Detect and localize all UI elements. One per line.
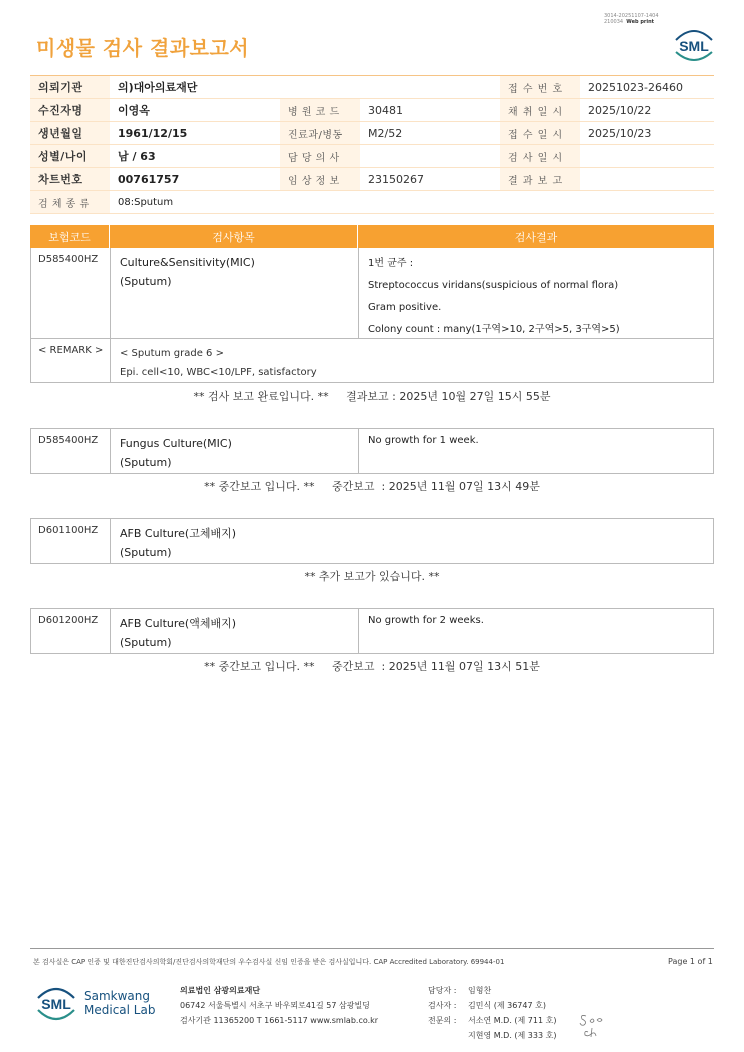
value-clinical-info: 23150267 [368, 172, 424, 186]
value-department-ward: M2/52 [368, 126, 403, 140]
label-receipt-date: 접 수 일 시 [500, 122, 580, 144]
info-row [30, 99, 714, 122]
value-patient-name: 이영옥 [118, 104, 150, 117]
result-item-line: (Sputum) [120, 456, 172, 469]
result-row-afb-liquid [30, 608, 714, 654]
signature-icon [578, 1010, 610, 1040]
label-chart-number: 차트번호 [30, 168, 110, 190]
value-birth-date: 1961/12/15 [118, 126, 188, 140]
result-item-line: AFB Culture(액체배지) [120, 617, 237, 630]
footer-divider [30, 948, 714, 949]
staff-row [428, 1013, 556, 1028]
label-clinical-info: 임 상 정 보 [280, 168, 360, 190]
report-status-note: ** 중간보고 입니다. ** 중간보고 : 2025년 11월 07일 13시 49분 [204, 480, 540, 493]
result-row-culture-sensitivity [30, 248, 714, 339]
result-line: No growth for 1 week. [368, 435, 479, 446]
info-row [30, 168, 714, 191]
report-status-note: ** 검사 보고 완료입니다. ** 결과보고 : 2025년 10월 27일 15시 55분 [193, 390, 551, 403]
value-doctor [360, 145, 500, 167]
label-hospital-code: 병 원 코 드 [280, 99, 360, 121]
result-item-line: AFB Culture(고체배지) [120, 527, 237, 540]
info-row [30, 76, 714, 99]
page-title: 미생물 검사 결과보고서 [36, 36, 250, 60]
result-value [359, 248, 713, 338]
header-test-item: 검사항목 [110, 225, 358, 248]
sml-logo-text: SML [41, 996, 71, 1012]
result-item-line: (Sputum) [120, 636, 172, 649]
label-sex-age: 성별/나이 [30, 145, 110, 167]
result-item-line: Culture&Sensitivity(MIC) [120, 256, 255, 269]
staff-row [428, 998, 556, 1013]
result-value [359, 429, 713, 473]
result-code: D601200HZ [31, 609, 111, 653]
header-test-result: 검사결과 [514, 230, 558, 244]
organization-name: 의료법인 삼광의료재단 [180, 986, 261, 995]
staff-info [428, 983, 556, 1043]
staff-role: 전문의 : [428, 1016, 457, 1025]
report-code-line2: 210034 [604, 19, 624, 25]
label-department-ward: 진료과/병동 [280, 122, 360, 144]
label-receipt-number: 접 수 번 호 [500, 76, 580, 98]
value-chart-number: 00761757 [118, 172, 180, 186]
result-item-line: Fungus Culture(MIC) [120, 437, 232, 450]
result-row-fungus-culture [30, 428, 714, 474]
info-row [30, 145, 714, 168]
result-item [111, 519, 713, 563]
result-item [111, 248, 359, 338]
remark-label: < REMARK > [31, 339, 111, 382]
label-requesting-institution: 의뢰기관 [30, 76, 110, 98]
value-sex-age: 남 / 63 [118, 150, 156, 163]
report-status-note: ** 추가 보고가 있습니다. ** [304, 570, 440, 583]
value-receipt-date: 2025/10/23 [588, 126, 652, 140]
remark-line: < Sputum grade 6 > [120, 348, 224, 359]
staff-role: 담당자 : [428, 986, 457, 995]
staff-row [428, 1028, 556, 1043]
header-insurance-code: 보험코드 [30, 225, 110, 248]
value-requesting-institution: 의)대아의료재단 [118, 81, 198, 94]
result-code: D585400HZ [31, 429, 111, 473]
remark-line: Epi. cell<10, WBC<10/LPF, satisfactory [120, 367, 317, 378]
value-result-report [580, 168, 714, 190]
report-code-line1: 3014-20251107-1404 [604, 13, 659, 19]
brand-name [84, 989, 155, 1017]
label-test-date: 검 사 일 시 [500, 145, 580, 167]
report-status-note: ** 중간보고 입니다. ** 중간보고 : 2025년 11월 07일 13시 51분 [204, 660, 540, 673]
staff-name: 김민식 (제 36747 호) [468, 1001, 546, 1010]
remark-row [30, 339, 714, 383]
value-test-date [580, 145, 714, 167]
results-header [30, 225, 714, 248]
organization-info [180, 983, 378, 1028]
info-row [30, 191, 714, 214]
result-row-afb-solid [30, 518, 714, 564]
sml-logo-text: SML [679, 38, 709, 54]
organization-address: 06742 서울특별시 서초구 바우뫼로41길 57 삼광빌딩 [180, 1001, 370, 1010]
value-specimen-type: 08:Sputum [118, 196, 174, 208]
result-item [111, 609, 359, 653]
label-birth-date: 생년월일 [30, 122, 110, 144]
info-row [30, 122, 714, 145]
page-number: Page 1 of 1 [668, 957, 713, 966]
label-result-report: 결 과 보 고 [500, 168, 580, 190]
label-collection-date: 채 취 일 시 [500, 99, 580, 121]
result-line: No growth for 2 weeks. [368, 615, 484, 626]
result-line: Gram positive. [368, 302, 442, 313]
sml-logo-icon [36, 982, 76, 1026]
label-doctor: 담 당 의 사 [280, 145, 360, 167]
brand-line: Medical Lab [84, 1003, 156, 1017]
result-line: Colony count : many(1구역>10, 2구역>5, 3구역>5) [368, 324, 620, 335]
staff-name: 서소연 M.D. (제 711 호) [468, 1016, 557, 1025]
label-specimen-type: 검 체 종 류 [30, 191, 110, 213]
staff-role: 검사자 : [428, 1001, 457, 1010]
result-item [111, 429, 359, 473]
value-collection-date: 2025/10/22 [588, 103, 652, 117]
staff-name: 임형찬 [468, 986, 492, 995]
organization-contact: 검사기관 11365200 T 1661-5117 www.smlab.co.kr [180, 1016, 379, 1025]
remark-text [111, 339, 317, 382]
value-hospital-code: 30481 [368, 103, 403, 117]
web-print-label: Web print [626, 19, 655, 25]
result-item-line: (Sputum) [120, 546, 172, 559]
result-item-line: (Sputum) [120, 275, 172, 288]
result-line: 1번 균주 : [368, 258, 414, 269]
accreditation-text: 본 검사실은 CAP 인증 및 대한진단검사의학회/진단검사의학재단의 우수검사실 신임 인증을 받은 검사실입니다. CAP Accredited Laboratory. 69944-01 [33, 958, 505, 966]
result-line: Streptococcus viridans(suspicious of normal flora) [368, 280, 619, 291]
result-code: D585400HZ [31, 248, 111, 338]
result-code: D601100HZ [31, 519, 111, 563]
brand-line: Samkwang [84, 989, 150, 1003]
staff-role [428, 1028, 468, 1043]
report-code [604, 13, 659, 25]
value-receipt-number: 20251023-26460 [588, 80, 683, 94]
sml-logo-icon [672, 26, 716, 62]
result-value [359, 609, 713, 653]
staff-name: 지현영 M.D. (제 333 호) [468, 1031, 557, 1040]
staff-row [428, 983, 556, 998]
label-patient-name: 수진자명 [30, 99, 110, 121]
patient-info-table [30, 75, 714, 214]
